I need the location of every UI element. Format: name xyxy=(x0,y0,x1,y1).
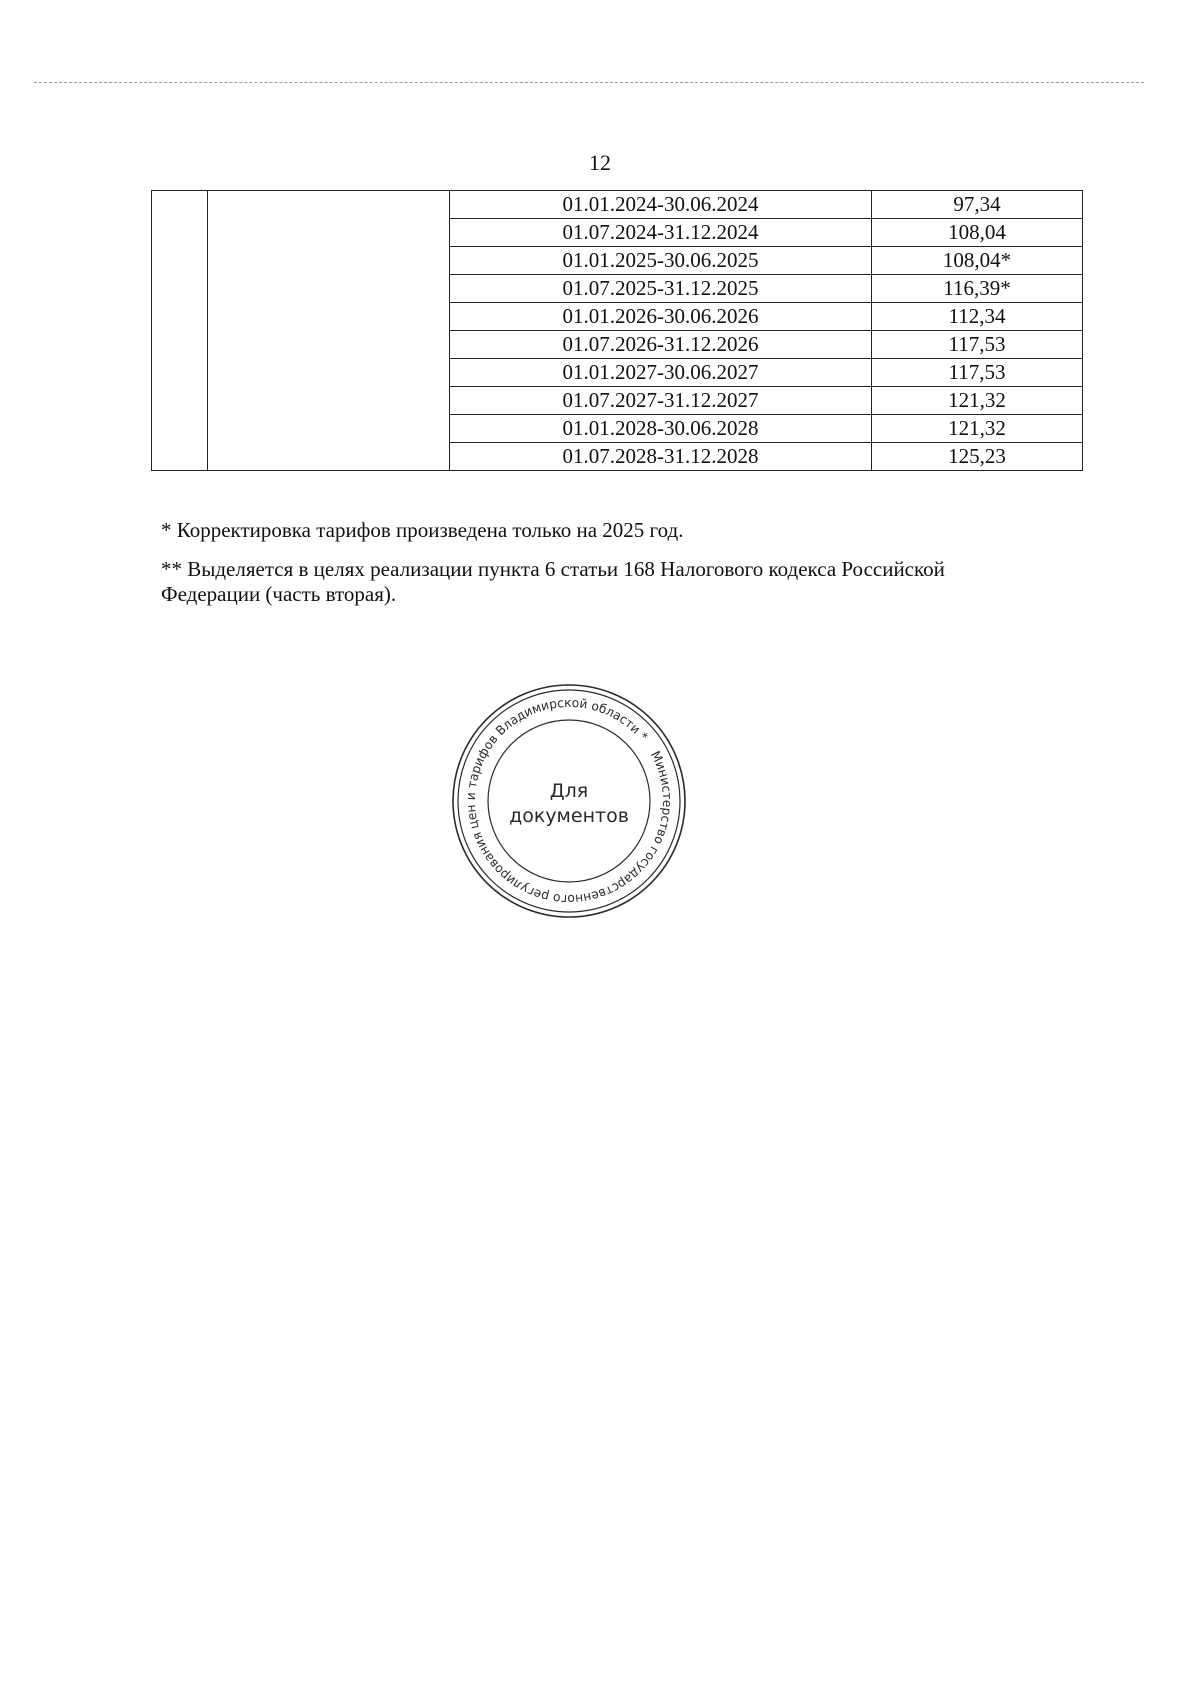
table-row xyxy=(152,191,1083,219)
tariff-value-cell: 117,53 xyxy=(872,359,1083,387)
footnotes xyxy=(161,518,1119,621)
tariff-value-cell: 125,23 xyxy=(872,443,1083,471)
tariff-value-cell: 97,34 xyxy=(872,191,1083,219)
period-cell: 01.01.2025-30.06.2025 xyxy=(450,247,872,275)
tariff-value-cell: 108,04 xyxy=(872,219,1083,247)
period-cell: 01.01.2027-30.06.2027 xyxy=(450,359,872,387)
tariff-value-cell: 121,32 xyxy=(872,415,1083,443)
period-cell: 01.07.2026-31.12.2026 xyxy=(450,331,872,359)
seal-center-line2: документов xyxy=(509,805,629,827)
tariff-value-cell: 121,32 xyxy=(872,387,1083,415)
footnote-tax-code xyxy=(161,557,1119,607)
period-cell: 01.07.2024-31.12.2024 xyxy=(450,219,872,247)
merged-empty-cell xyxy=(152,191,208,471)
tariff-value-cell: 117,53 xyxy=(872,331,1083,359)
footnote-correction: * Корректировка тарифов произведена только на 2025 год. xyxy=(161,518,684,542)
period-cell: 01.07.2027-31.12.2027 xyxy=(450,387,872,415)
footnote-tax-code-line1: ** Выделяется в целях реализации пункта 6 статьи 168 Налогового кодекса Российской xyxy=(161,557,945,581)
footnote-tax-code-line2: Федерации (часть вторая). xyxy=(161,582,397,606)
tariff-value-cell: 116,39* xyxy=(872,275,1083,303)
scan-top-rule xyxy=(34,82,1144,83)
tariff-value-cell: 112,34 xyxy=(872,303,1083,331)
merged-empty-cell xyxy=(208,191,450,471)
period-cell: 01.01.2026-30.06.2026 xyxy=(450,303,872,331)
period-cell: 01.01.2024-30.06.2024 xyxy=(450,191,872,219)
tariff-table xyxy=(151,190,1083,471)
page-number: 12 xyxy=(589,150,611,175)
seal-center-line1: Для xyxy=(549,780,589,802)
official-seal xyxy=(450,682,688,920)
period-cell: 01.07.2028-31.12.2028 xyxy=(450,443,872,471)
period-cell: 01.07.2025-31.12.2025 xyxy=(450,275,872,303)
tariff-table-body xyxy=(152,191,1083,471)
tariff-value-cell: 108,04* xyxy=(872,247,1083,275)
seal-ring-text: Министерство государственного регулирования цен и тарифов Владимирской области * xyxy=(462,694,676,908)
period-cell: 01.01.2028-30.06.2028 xyxy=(450,415,872,443)
